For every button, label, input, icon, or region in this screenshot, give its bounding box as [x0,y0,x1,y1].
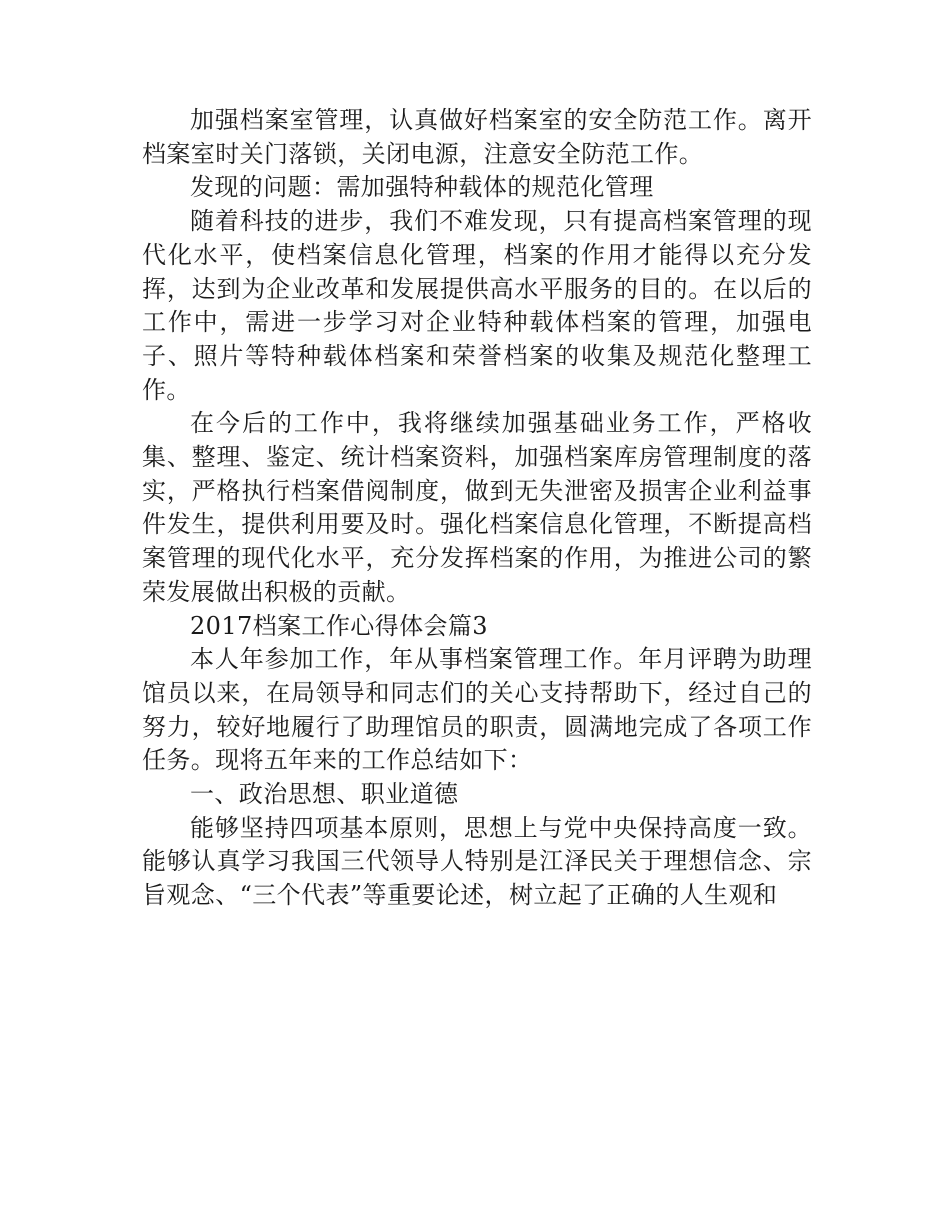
document-body [142,104,812,913]
paragraph-issues-heading: 发现的问题：需加强特种载体的规范化管理 [190,173,654,202]
paragraph-future-work: 在今后的工作中，我将继续加强基础业务工作，严格收集、整理、鉴定、统计档案资料，加强档案库房管理制度的落实，严格执行档案借阅制度，做到无失泄密及损害企业利益事件发生，提供利用要及时。强化档案信息化管理，不断提高档案管理的现代化水平，充分发挥档案的作用，为推进公司的繁荣发展做出积极的贡献。 [142,409,812,606]
paragraph-self-intro: 本人年参加工作，年从事档案管理工作。年月评聘为助理馆员以来，在局领导和同志们的关心支持帮助下，经过自己的努力，较好地履行了助理馆员的职责，圆满地完成了各项工作任务。现将五年来的工作总结如下： [142,645,812,775]
section-title-part3: 2017档案工作心得体会篇3 [190,611,488,640]
section-heading-politics: 一、政治思想、职业道德 [190,780,459,809]
paragraph-archive-security: 加强档案室管理，认真做好档案室的安全防范工作。离开档案室时关门落锁，关闭电源，注意安全防范工作。 [142,106,812,168]
paragraph-principles: 能够坚持四项基本原则，思想上与党中央保持高度一致。能够认真学习我国三代领导人特别是江泽民关于理想信念、宗旨观念、“三个代表”等重要论述，树立起了正确的人生观和 [142,813,812,910]
paragraph-modernization: 随着科技的进步，我们不难发现，只有提高档案管理的现代化水平，使档案信息化管理，档案的作用才能得以充分发挥，达到为企业改革和发展提供高水平服务的目的。在以后的工作中，需进一步学习对企业特种载体档案的管理，加强电子、照片等特种载体档案和荣誉档案的收集及规范化整理工作。 [142,207,812,404]
